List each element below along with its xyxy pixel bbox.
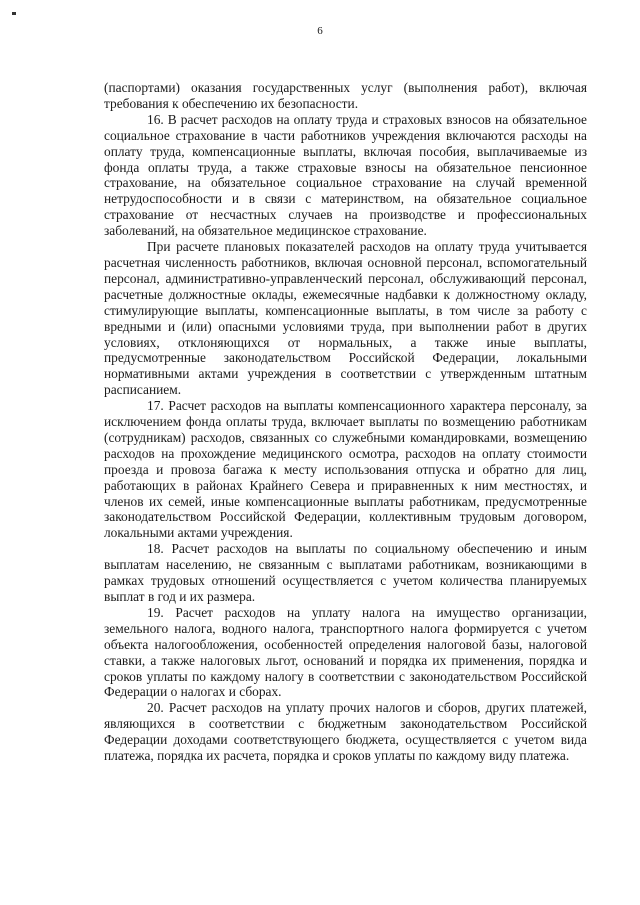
paragraph-16-planning: При расчете плановых показателей расходов на оплату труда учитывается расчетная численность работников, включая основной персонал, вспомогательный персонал, административно-управленческий персонал, обслуживающий персонал, расчетные должностные оклады, ежемесячные надбавки к должностному окладу, стимулирующие выплаты, компенсационные выплаты, в том числе за работу с вредными и (или) опасными условиями труда, при выполнении работ в других условиях, отклоняющихся от нормальных, а также иные выплаты, предусмотренные законодательством Российской Федерации, локальными нормативными актами учреждения в соответствии с утвержденным штатным расписанием. <box>104 239 587 398</box>
paragraph-17: 17. Расчет расходов на выплаты компенсационного характера персоналу, за исключением фонда оплаты труда, включает выплаты по возмещению работникам (сотрудникам) расходов, связанных со служебными командировками, возмещению расходов на прохождение медицинского осмотра, расходов на оплату стоимости проезда и провоза багажа к месту использования отпуска и обратно для лиц, работающих в районах Крайнего Севера и приравненных к ним местностях, и членов их семей, иные компенсационные выплаты работникам, предусмотренные законодательством Российской Федерации, коллективным трудовым договором, локальными актами учреждения. <box>104 398 587 541</box>
document-body <box>104 80 587 764</box>
page-number: 6 <box>317 25 323 37</box>
paragraph-continuation: (паспортами) оказания государственных услуг (выполнения работ), включая требования к обеспечению их безопасности. <box>104 80 587 111</box>
paragraph-18: 18. Расчет расходов на выплаты по социальному обеспечению и иным выплатам населению, не связанным с выплатами работникам, возникающими в рамках трудовых отношений осуществляется с учетом количества планируемых выплат в год и их размера. <box>104 541 587 604</box>
paragraph-19: 19. Расчет расходов на уплату налога на имущество организации, земельного налога, водного налога, транспортного налога формируется с учетом объекта налогообложения, особенностей определения налоговой базы, налоговой ставки, а также налоговых льгот, оснований и порядка их применения, порядка и сроков уплаты по каждому налогу в соответствии с законодательством Российской Федерации о налогах и сборах. <box>104 604 587 700</box>
paragraph-20: 20. Расчет расходов на уплату прочих налогов и сборов, других платежей, являющихся в соответствии с бюджетным законодательством Российской Федерации доходами соответствующего бюджета, осуществляется с учетом вида платежа, порядка их расчета, порядка и сроков уплаты по каждому виду платежа. <box>104 700 587 764</box>
paragraph-16: 16. В расчет расходов на оплату труда и страховых взносов на обязательное социальное страхование в части работников учреждения включаются расходы на оплату труда, компенсационные выплаты, включая пособия, выплачиваемые из фонда оплаты труда, а также страховые взносы на обязательное пенсионное страхование, на обязательное социальное страхование на случай временной нетрудоспособности и в связи с материнством, на обязательное социальное страхование от несчастных случаев на производстве и профессиональных заболеваний, на обязательное медицинское страхование. <box>104 111 587 239</box>
scan-corner-mark <box>12 12 16 15</box>
